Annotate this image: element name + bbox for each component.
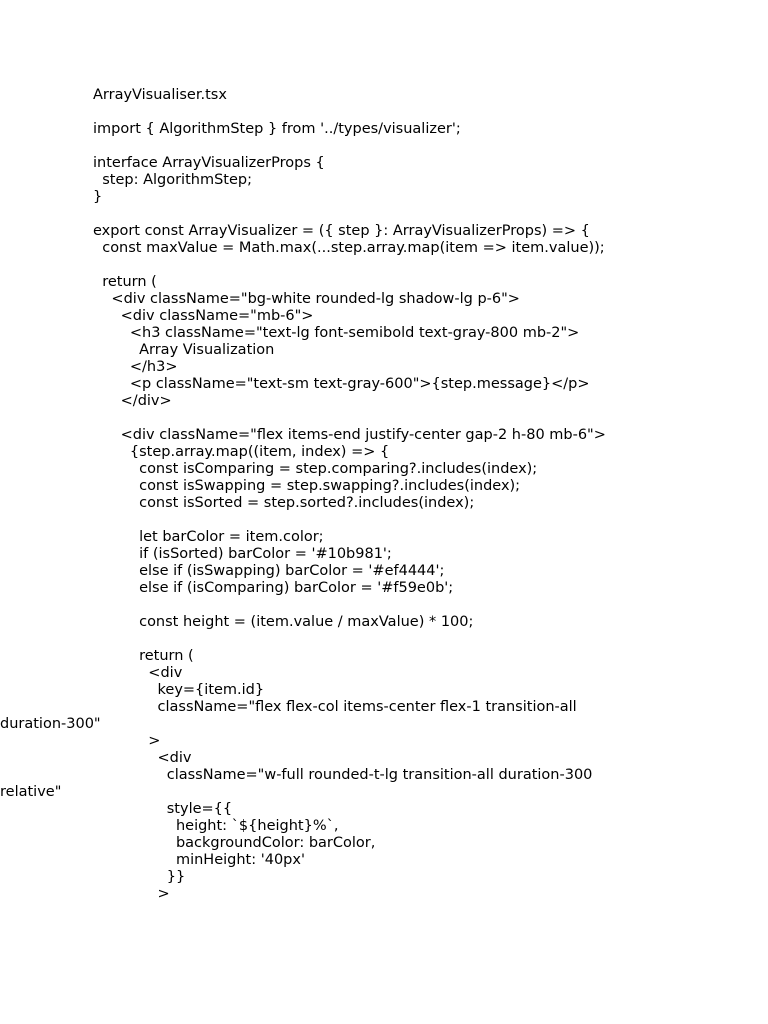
code-line-wrapped: duration-300" — [0, 716, 101, 732]
code-line: step: AlgorithmStep; — [93, 172, 252, 188]
code-line: const maxValue = Math.max(...step.array.map(item => item.value)); — [93, 240, 605, 256]
code-line: <h3 className="text-lg font-semibold text-gray-800 mb-2"> — [93, 325, 580, 341]
code-line: const isComparing = step.comparing?.includes(index); — [93, 461, 538, 477]
code-line: }} — [93, 869, 186, 885]
code-line: <div className="mb-6"> — [93, 308, 314, 324]
code-line: className="flex flex-col items-center flex-1 transition-all — [93, 699, 577, 715]
code-line: {step.array.map((item, index) => { — [93, 444, 390, 460]
code-line: else if (isSwapping) barColor = '#ef4444'; — [93, 563, 445, 579]
code-line: </h3> — [93, 359, 178, 375]
code-line: else if (isComparing) barColor = '#f59e0b'; — [93, 580, 454, 596]
code-line: return ( — [93, 648, 194, 664]
code-line-wrapped: relative" — [0, 784, 62, 800]
file-name: ArrayVisualiser.tsx — [93, 87, 227, 103]
code-line: <div — [93, 665, 183, 681]
code-line: minHeight: '40px' — [93, 852, 305, 868]
code-line: <div — [93, 750, 192, 766]
code-listing — [0, 87, 733, 903]
code-line: } — [93, 189, 103, 205]
code-line — [93, 512, 733, 529]
code-line — [93, 138, 733, 155]
code-line: className="w-full rounded-t-lg transition-all duration-300 — [93, 767, 593, 783]
code-line: const height = (item.value / maxValue) * 100; — [93, 614, 474, 630]
code-line: return ( — [93, 274, 157, 290]
code-line — [93, 410, 733, 427]
code-line: if (isSorted) barColor = '#10b981'; — [93, 546, 392, 562]
code-line: <div className="flex items-end justify-center gap-2 h-80 mb-6"> — [93, 427, 606, 443]
code-line — [93, 206, 733, 223]
code-line: import { AlgorithmStep } from '../types/visualizer'; — [93, 121, 461, 137]
code-line: interface ArrayVisualizerProps { — [93, 155, 325, 171]
code-line: </div> — [93, 393, 172, 409]
code-line: > — [93, 886, 170, 902]
code-line: style={{ — [93, 801, 233, 817]
code-line: const isSwapping = step.swapping?.includes(index); — [93, 478, 521, 494]
code-line: let barColor = item.color; — [93, 529, 324, 545]
code-line — [93, 257, 733, 274]
code-line: > — [93, 733, 161, 749]
code-line: <p className="text-sm text-gray-600">{step.message}</p> — [93, 376, 590, 392]
code-line: Array Visualization — [93, 342, 275, 358]
code-line: <div className="bg-white rounded-lg shadow-lg p-6"> — [93, 291, 520, 307]
code-line: export const ArrayVisualizer = ({ step }: ArrayVisualizerProps) => { — [93, 223, 590, 239]
code-line: height: `${height}%`, — [93, 818, 339, 834]
code-line — [93, 597, 733, 614]
code-line — [93, 631, 733, 648]
code-line: backgroundColor: barColor, — [93, 835, 376, 851]
code-line — [93, 104, 733, 121]
code-line: const isSorted = step.sorted?.includes(index); — [93, 495, 475, 511]
code-line: key={item.id} — [93, 682, 265, 698]
